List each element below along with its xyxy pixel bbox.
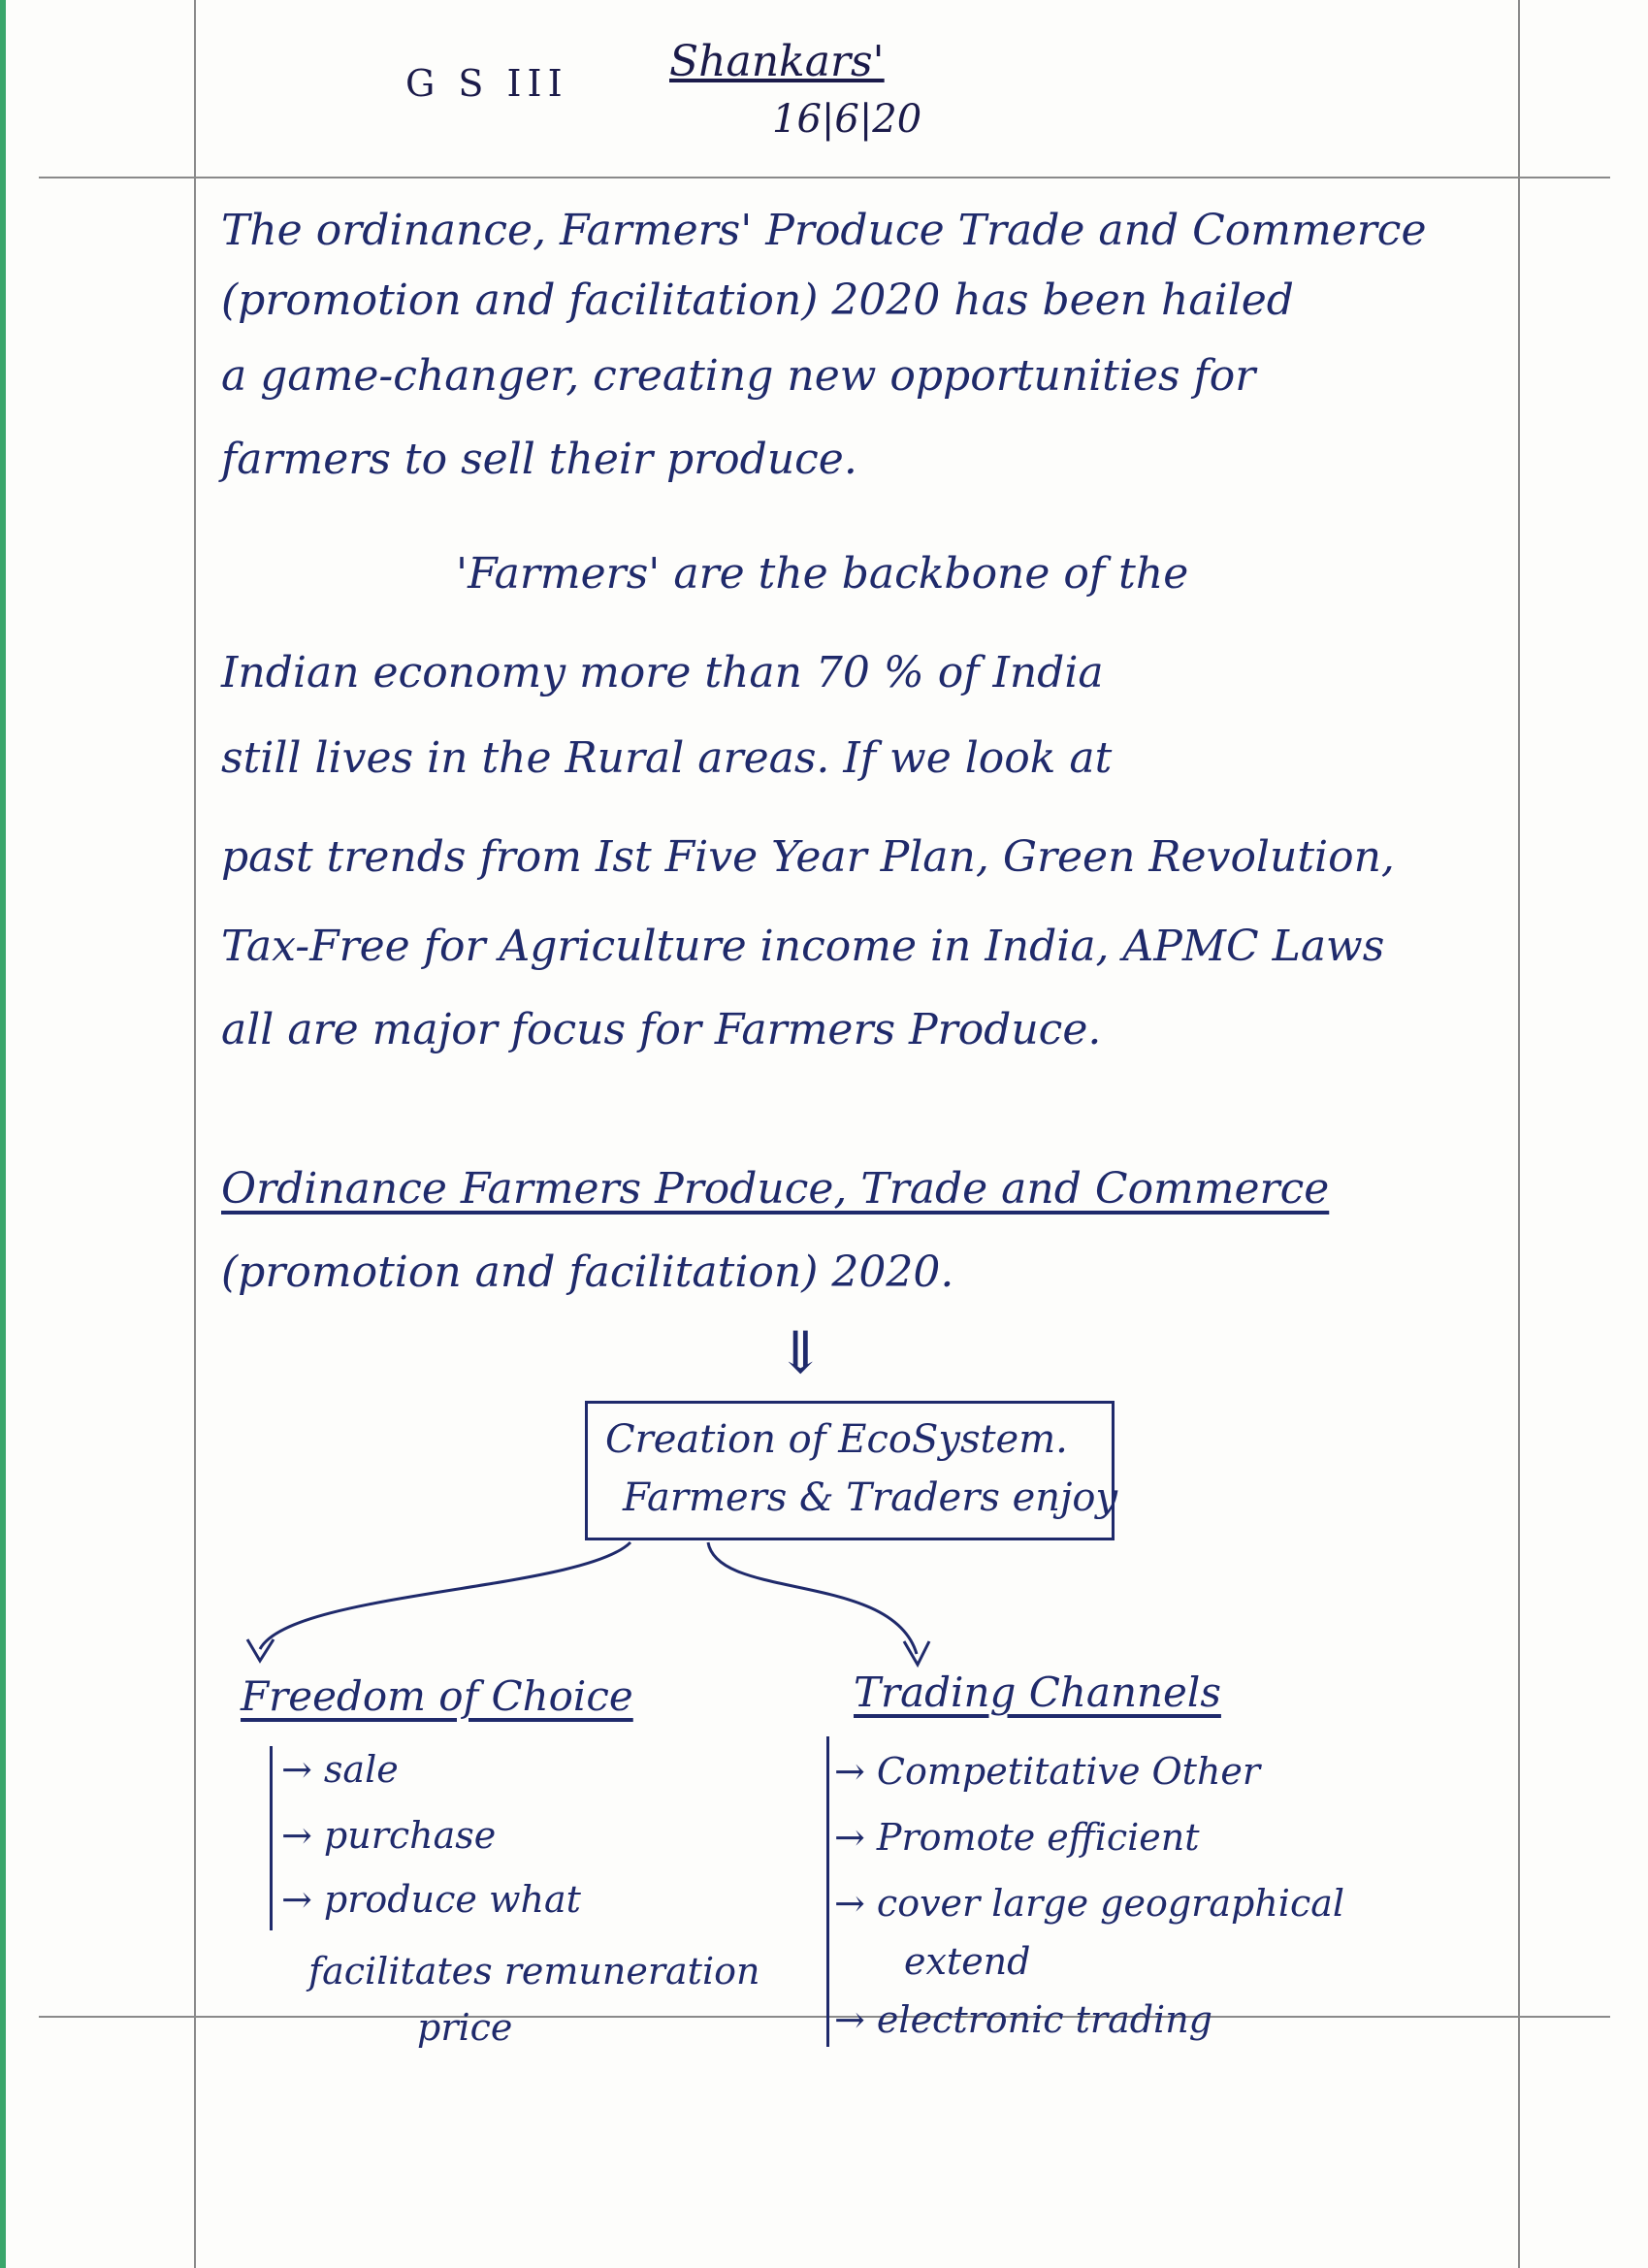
date: 16|6|20 bbox=[772, 97, 922, 142]
left-list-item: → sale bbox=[281, 1748, 399, 1791]
trading-channels-title: Trading Channels bbox=[854, 1669, 1221, 1716]
paper-code: G S III bbox=[405, 62, 568, 105]
left-list-item: → purchase bbox=[281, 1814, 497, 1857]
author-name: Shankars' bbox=[669, 37, 885, 86]
left-branch-arrow bbox=[260, 1542, 630, 1649]
text-line: farmers to sell their produce. bbox=[221, 435, 857, 484]
text-line: 'Farmers' are the backbone of the bbox=[456, 549, 1189, 599]
text-line: still lives in the Rural areas. If we look at bbox=[221, 733, 1113, 783]
text-line: Indian economy more than 70 % of India bbox=[221, 648, 1104, 697]
left-arrow-head-icon bbox=[247, 1639, 274, 1661]
right-list-item-cont: extend bbox=[904, 1940, 1031, 1983]
double-arrow-down-icon: ⇓ bbox=[776, 1319, 825, 1387]
box-line: Farmers & Traders enjoy bbox=[623, 1475, 1118, 1520]
right-list-item: → Competitative Other bbox=[834, 1750, 1261, 1793]
text-line: (promotion and facilitation) 2020 has been hailed bbox=[221, 275, 1294, 325]
left-list-item: → produce what bbox=[281, 1878, 581, 1921]
text-line: The ordinance, Farmers' Produce Trade and Commerce bbox=[221, 206, 1427, 255]
right-list-item: → cover large geographical bbox=[834, 1882, 1345, 1925]
right-list-item: → Promote efficient bbox=[834, 1816, 1200, 1859]
box-line: Creation of EcoSystem. bbox=[605, 1417, 1068, 1462]
section-heading: (promotion and facilitation) 2020. bbox=[221, 1247, 954, 1297]
right-branch-arrow bbox=[708, 1542, 917, 1654]
left-list-line bbox=[270, 1746, 273, 1930]
right-list-item: → electronic trading bbox=[834, 1998, 1213, 2041]
section-heading: Ordinance Farmers Produce, Trade and Commerce bbox=[221, 1164, 1330, 1214]
freedom-of-choice-title: Freedom of Choice bbox=[241, 1672, 633, 1720]
left-note: price bbox=[417, 2006, 513, 2049]
left-note: facilitates remuneration bbox=[308, 1950, 760, 1993]
text-line: a game-changer, creating new opportunities for bbox=[221, 351, 1256, 401]
text-line: past trends from Ist Five Year Plan, Green Revolution, bbox=[221, 832, 1395, 882]
text-line: all are major focus for Farmers Produce. bbox=[221, 1005, 1102, 1054]
text-line: Tax-Free for Agriculture income in India, APMC Laws bbox=[221, 922, 1385, 971]
column-divider bbox=[826, 1736, 829, 2047]
